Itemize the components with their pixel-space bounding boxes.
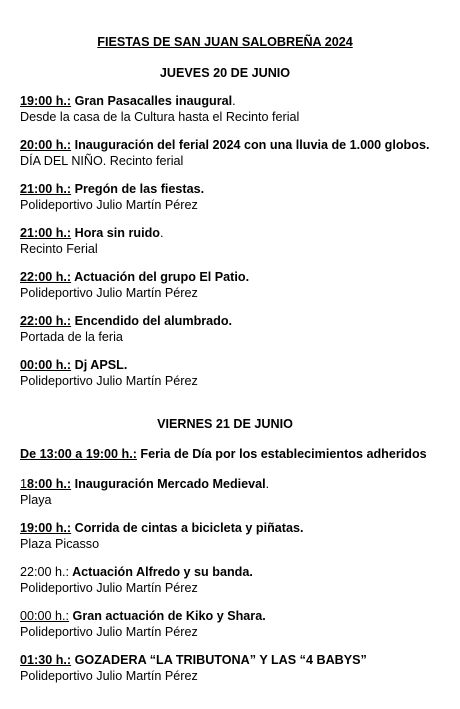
- event-item: [20, 269, 458, 301]
- event-item: 18:00 h.: Inauguración Mercado Medieval. Playa: [20, 476, 458, 508]
- event-item: [20, 652, 458, 684]
- event-title: Inauguración del ferial 2024 con una lluvia de 1.000 globos.: [71, 138, 430, 152]
- event-item: [20, 181, 458, 213]
- event-item: [20, 446, 458, 462]
- event-item: [20, 313, 458, 345]
- event-title: Gran actuación de Kiko y Shara.: [69, 609, 266, 623]
- event-item: [20, 608, 458, 640]
- event-time: 21:00 h.:: [20, 182, 72, 196]
- day-heading-thursday: JUEVES 20 DE JUNIO: [159, 66, 291, 80]
- event-item: [20, 357, 458, 389]
- event-item: 21:00 h.: Hora sin ruido. Recinto Ferial: [20, 225, 458, 257]
- event-location: Polideportivo Julio Martín Pérez: [20, 198, 198, 212]
- event-title: Feria de Día por los establecimientos adheridos: [136, 447, 427, 461]
- event-item: [20, 564, 458, 596]
- event-time: 01:30 h.:: [20, 653, 72, 667]
- event-time: 21:00 h.:: [20, 226, 72, 240]
- event-location: Playa: [20, 493, 52, 507]
- event-title: Hora sin ruido: [71, 226, 160, 240]
- event-time: 00:00 h.:: [20, 358, 72, 372]
- event-location: DÍA DEL NIÑO. Recinto ferial: [20, 154, 184, 168]
- event-location: Portada de la feria: [20, 330, 123, 344]
- event-title: Gran Pasacalles inaugural: [71, 94, 233, 108]
- event-title: Dj APSL.: [71, 358, 128, 372]
- day-heading-friday: VIERNES 21 DE JUNIO: [157, 417, 293, 431]
- event-item: 19:00 h.: Gran Pasacalles inaugural. Desde la casa de la Cultura hasta el Recinto ferial: [20, 93, 458, 125]
- event-title: Actuación del grupo El Patio.: [71, 270, 250, 284]
- event-location: Desde la casa de la Cultura hasta el Recinto ferial: [20, 110, 300, 124]
- event-title: Encendido del alumbrado.: [71, 314, 233, 328]
- event-title: Corrida de cintas a bicicleta y piñatas.: [71, 521, 304, 535]
- event-time: 20:00 h.:: [20, 138, 72, 152]
- event-location: Plaza Picasso: [20, 537, 100, 551]
- event-time: 19:00 h.:: [20, 94, 72, 108]
- event-time: 22:00 h.:: [20, 314, 72, 328]
- event-location: Polideportivo Julio Martín Pérez: [20, 374, 198, 388]
- event-time: 22:00 h.:: [20, 565, 70, 579]
- event-location: Polideportivo Julio Martín Pérez: [20, 286, 198, 300]
- event-title: Inauguración Mercado Medieval: [71, 477, 266, 491]
- event-item: [20, 520, 458, 552]
- event-location: Recinto Ferial: [20, 242, 98, 256]
- event-location: Polideportivo Julio Martín Pérez: [20, 669, 198, 683]
- event-time: 19:00 h.:: [20, 521, 72, 535]
- event-title: Pregón de las fiestas.: [71, 182, 205, 196]
- event-time: De 13:00 a 19:00 h.:: [20, 447, 137, 461]
- event-location: Polideportivo Julio Martín Pérez: [20, 625, 198, 639]
- event-item: [20, 137, 458, 169]
- document-title: FIESTAS DE SAN JUAN SALOBREÑA 2024: [97, 35, 353, 49]
- event-time: 8:00 h.:: [27, 477, 72, 491]
- event-location: Polideportivo Julio Martín Pérez: [20, 581, 198, 595]
- event-time: 00:00 h.:: [20, 609, 70, 623]
- event-time: 22:00 h.:: [20, 270, 72, 284]
- event-title: GOZADERA “LA TRIBUTONA” Y LAS “4 BABYS”: [71, 653, 367, 667]
- event-title: Actuación Alfredo y su banda.: [69, 565, 253, 579]
